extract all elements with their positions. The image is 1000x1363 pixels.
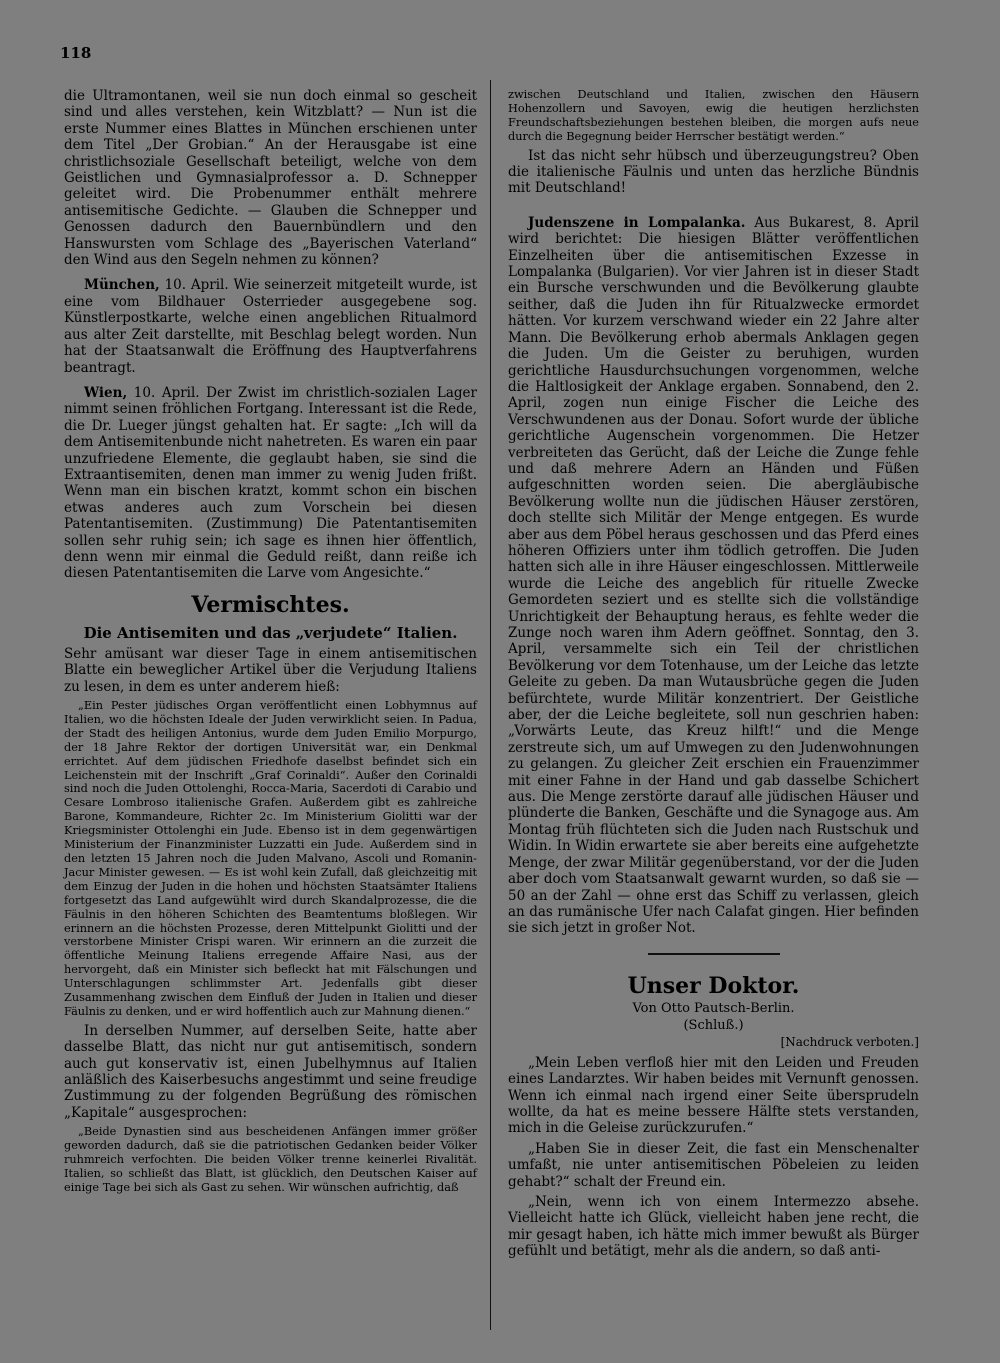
left-column [64,88,477,1195]
text-wien: 10. April. Der Zwist im christlich-sozialen Lager nimmt seinen fröhlichen Fortgang. Interessant ist die Rede, die Dr. Lueger jüngst gehalten hat. Er sagte: „Ich will da dem Antisemitenbunde nicht nahetreten. Es waren ein paar unzufriedene Elemente, die geglaubt haben, sie sind die Extraantisemiten, denen man immer zu wenig Juden frißt. Wenn man ein bischen kratzt, kommt schon ein bischen etwas anderes auch zum Vorschein bei diesen Patentantisemiten. (Zustimmung) Die Patentantisemiten sollen sehr ruhig sein; ich sage es ihnen hier öffentlich, denn wenn mir einmal die Geduld reißt, dann reiße ich diesen Patentantisemiten die Larve vom Angesichte.“ [64,384,477,582]
separator-rule [648,953,780,955]
paragraph-derselben-nummer: In derselben Nummer, auf derselben Seite, hatte aber dasselbe Blatt, das nicht nur gut antisemitisch, sondern auch gut konservativ ist, einen Jubelhymnus auf Italien anläßlich des Kaiserbesuchs angestimmt und seine freudige Zustimmung zu der folgenden Begrüßung des römischen „Kapitale“ ausgesprochen: [64,1022,477,1121]
paragraph-haben-sie: „Haben Sie in dieser Zeit, die fast ein Menschenalter umfaßt, nie unter antisemitischen Pöbeleien zu leiden gehabt?“ schalt der Freund ein. [508,1140,919,1190]
quote-pester-organ: „Ein Pester jüdisches Organ veröffentlicht einen Lobhymnus auf Italien, wo die höchsten Ideale der Juden verwirklicht seien. In Padua, der Stadt des heiligen Antonius, wurde dem Juden Emilio Morpurgo, der 18 Jahre Rektor der dortigen Universität war, ein Denkmal errichtet. Auf dem jüdischen Friedhofe daselbst befindet sich ein Leichenstein mit der Inschrift „Graf Corinaldi“. Außer den Corinaldi sind noch die Juden Ottolenghi, Rocca-Maria, Sacerdoti di Carabio und Cesare Lombroso italienische Grafen. Außerdem gibt es zahlreiche Barone, Kommandeure, Richter 2c. Im Ministerium Giolitti war der Kriegsminister Ottolenghi ein Jude. Ebenso ist in dem gegenwärtigen Ministerium der Finanzminister Luzzatti ein Jude. Außerdem sind in den letzten 15 Jahren noch die Juden Malvano, Ascoli und Romanin-Jacur Minister gewesen. — Es ist wohl kein Zufall, daß gleichzeitig mit dem Einzug der Juden in die hohen und höchsten Staatsämter Italiens fortgesetzt das Land aufgewühlt wird durch Skandalprozesse, die die Fäulnis in den höheren Schichten des Beamtentums bloßlegen. Wir erinnern an die höchsten Prozesse, deren Mittelpunkt Giolitti und der verstorbene Minister Crispi waren. Wir erinnern an die zurzeit die öffentliche Meinung Italiens erregende Affaire Nasi, aus der hervorgeht, daß ein Minister sich befleckt hat mit Fälschungen und Unterschlagungen schlimmster Art. Jedenfalls gibt dieser Zusammenhang zwischen dem Einfluß der Juden in Italien und dieser Fäulnis zu denken, und er wird hoffentlich auch zur Mahnung dienen.“ [64,699,477,1018]
paragraph-witzblatt: die Ultramontanen, weil sie nun doch einmal so gescheit sind und alles verstehen, kein Witzblatt? — Nun ist die erste Nummer eines Blattes in München erschienen unter dem Titel „Der Grobian.“ An der Herausgabe ist eine christlichsoziale Gesellschaft beteiligt, welche von dem Geistlichen und Gymnasialprofessor a. D. Schnepper geleitet wird. Die Probenummer enthält mehrere antisemitische Gedichte. — Glauben die Schnepper und Genossen dadurch den Bauernbündlern und den Hanswursten vom Schlage des „Bayerischen Vaterland“ den Wind aus den Segeln nehmen zu können? [64,88,477,269]
article-title-lompalanka: Judenszene in Lompalanka. [528,214,746,231]
page-number: 118 [60,44,92,62]
text-lompalanka: Aus Bukarest, 8. April wird berichtet: Die hiesigen Blätter veröffentlichen Einzelheiten über die antisemitischen Exzesse in Lompalanka (Bulgarien). Vor vier Jahren ist in dieser Stadt ein Bursche verschwunden und die Bevölkerung glaubte seither, daß die Juden ihn für Ritualzwecke ermordet hätten. Vor kurzem verschwand wieder ein 22 Jahre alter Mann. Die Bevölkerung erhob abermals Anklagen gegen die Juden. Um die Geister zu beruhigen, wurden gerichtliche Hausdurchsuchungen vorgenommen, welche die Haltlosigkeit der Anklage ergaben. Sonnabend, den 2. April, zogen nun einige Fischer die Leiche des Verschwundenen aus der Donau. Sofort wurde der übliche gerichtliche Augenschein vorgenommen. Die Hetzer verbreiteten das Gerücht, daß der Leiche die Zunge fehle und daß mehrere Adern an Händen und Füßen aufgeschnitten worden seien. Die abergläubische Bevölkerung wollte nun die jüdischen Häuser zerstören, doch stellte sich Militär der Menge entgegen. Es wurde aber aus dem Pöbel heraus geschossen und das Pferd eines höheren Offiziers unter ihm tödlich getroffen. Die Juden hatten sich alle in ihre Häuser eingeschlossen. Mittlerweile wurde die Leiche des angeblich für rituelle Zwecke Gemordeten seziert und es stellte sich die vollständige Unrichtigkeit der Behauptung heraus, es fehlte weder die Zunge noch waren ihm Adern geöffnet. Sonntag, den 3. April, versammelte sich ein Teil der christlichen Bevölkerung vor dem Totenhause, um der Leiche das letzte Geleite zu geben. Da man Wutausbrüche gegen die Juden befürchtete, wurde Militär konzentriert. Der Geistliche aber, der die Leiche begleitete, soll nun geschrien haben: „Vorwärts Leute, das Kreuz hilft!“ und die Menge zerstreute sich, um auf Umwegen zu den Judenwohnungen zu gelangen. Zu gleicher Zeit erschien ein Frauenzimmer mit einer Fahne in der Hand und gab dasselbe Schichert aus. Die Menge zerstörte darauf alle jüdischen Häuser und plünderte die Banken, Geschäfte und die Synagoge aus. Am Montag früh flüchteten sich die Juden nach Rustschuk und Widin. In Widin erwartete sie aber bereits eine aufgehetzte Menge, der zwar Militär gegenüberstand, vor der die Juden aber doch vom Staatsanwalt gewarnt wurden, so daß sie — 50 an der Zahl — ohne erst das Schiff zu verlassen, gleich an das rumänische Ufer nach Calafat gingen. Hier befinden sie sich jetzt in großer Not. [508,214,919,937]
right-column [508,88,919,1260]
paragraph-lompalanka [508,215,919,937]
column-divider [490,80,491,1330]
article-title-italien: Die Antisemiten und das „verjudete“ Italien. [83,623,458,642]
byline: Von Otto Pautsch-Berlin. [632,1000,795,1016]
paragraph-nein: „Nein, wenn ich von einem Intermezzo absehe. Vielleicht hatte ich Glück, vielleicht haben jene recht, die mir gesagt haben, ich hätte mich immer bewußt als Bürger gefühlt und betätigt, mehr als die andern, so daß anti- [508,1193,919,1260]
dateline-muenchen: München, [84,277,160,294]
dateline-wien: Wien, [84,384,128,401]
paragraph-italien-intro: Sehr amüsant war dieser Tage in einem antisemitischen Blatte ein beweglicher Artikel über die Verjudung Italiens zu lesen, in dem es unter anderem hieß: [64,645,477,695]
paragraph-mein-leben: „Mein Leben verfloß hier mit den Leiden und Freuden eines Landarztes. Wir haben beides mit Vernunft genossen. Wenn ich einmal nach irgend einer Seite übersprudeln wollte, da hat es meine bessere Hälfte stets verstanden, mich in die Geleise zurückzurufen.“ [508,1054,919,1137]
quote-kapitale-continued: zwischen Deutschland und Italien, zwischen den Häusern Hohenzollern und Savoyen, ewig die heutigen herzlichsten Freundschaftsbeziehungen bestehen bleiben, die morgen aufs neue durch die Begegnung beider Herrscher bestätigt werden.“ [508,88,919,143]
reprint-notice: [Nachdruck verboten.] [780,1034,919,1049]
paragraph-huebsch: Ist das nicht sehr hübsch und überzeugungstreu? Oben die italienische Fäulnis und unten das herzliche Bündnis mit Deutschland! [508,147,919,197]
section-title: Vermischtes. [191,591,350,618]
text-muenchen: 10. April. Wie seinerzeit mitgeteilt wurde, ist eine vom Bildhauer Osterrieder ausgegebene sog. Künstlerpostkarte, welche einen angeblichen Ritualmord aus alter Zeit darstellte, mit Beschlag belegt worden. Nun hat der Staatsanwalt die Eröffnung des Hauptverfahrens beantragt. [64,277,477,376]
quote-kapitale: „Beide Dynastien sind aus bescheidenen Anfängen immer größer geworden dadurch, daß sie die patriotischen Gedanken beider Völker ruhmreich verfochten. Die beiden Völker trenne keinerlei Rivalität. Italien, so schließt das Blatt, ist glücklich, den Deutschen Kaiser auf einige Tage bei sich als Gast zu sehen. Wir wünschen aufrichtig, daß [64,1125,477,1194]
paragraph-muenchen [64,277,477,375]
paragraph-wien [64,385,477,582]
byline-conclusion: (Schluß.) [683,1017,744,1033]
story-title: Unser Doktor. [627,972,800,999]
